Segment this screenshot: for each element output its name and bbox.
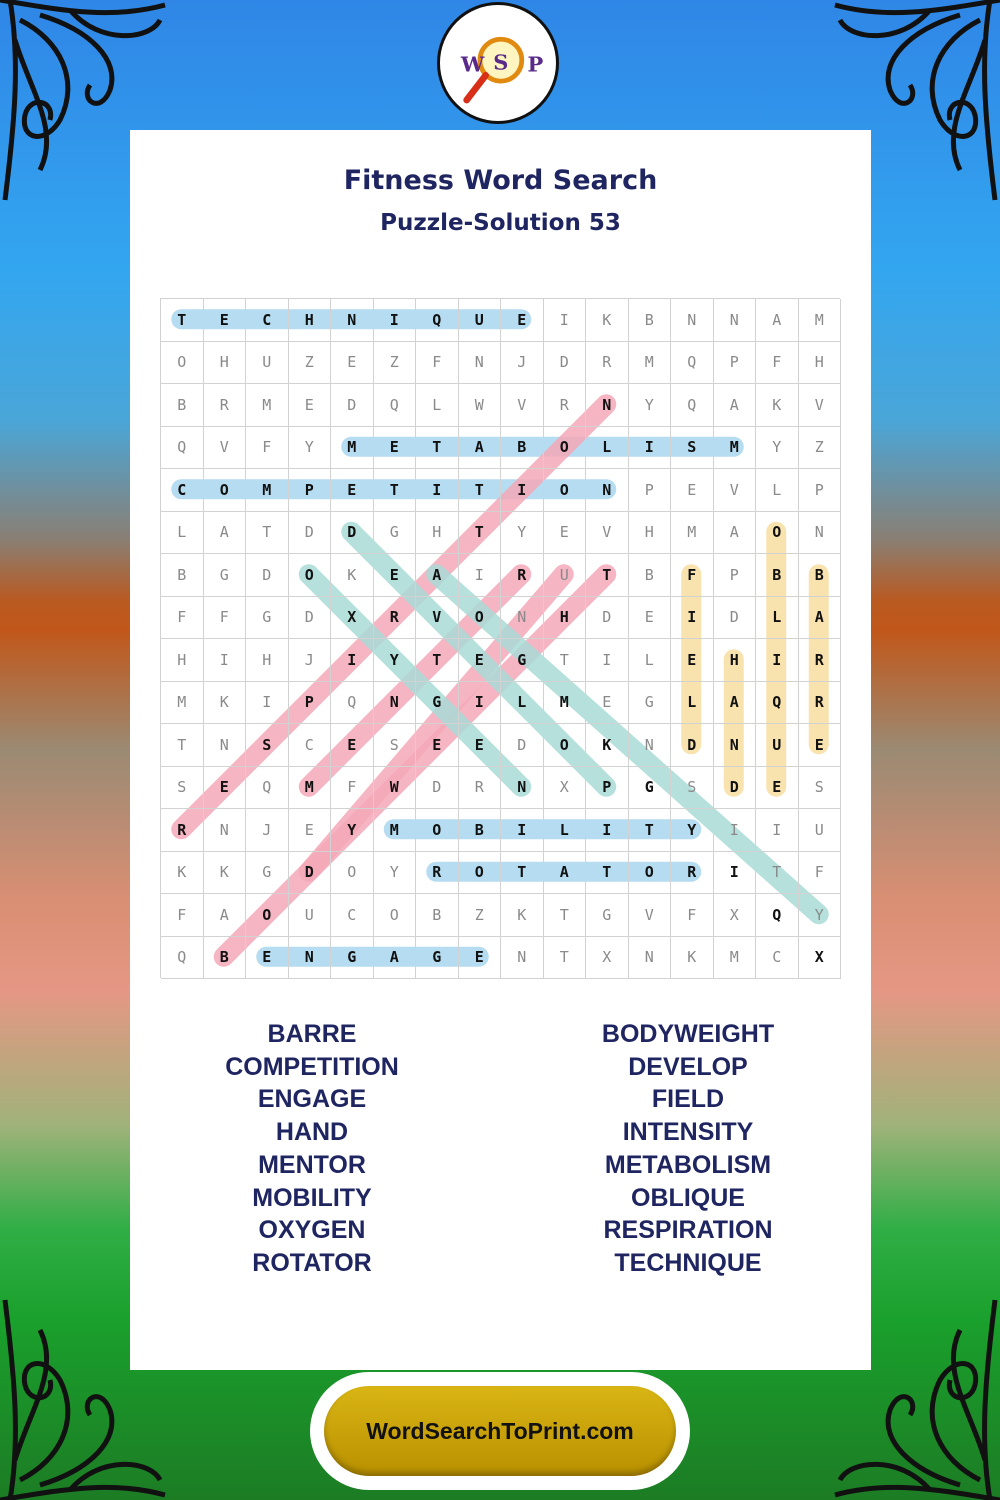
grid-cell: L	[586, 427, 629, 470]
grid-cell: C	[331, 894, 374, 937]
grid-cell: K	[586, 299, 629, 342]
grid-cell: N	[586, 384, 629, 427]
word-list-item: OBLIQUE	[631, 1183, 745, 1212]
grid-cell: U	[799, 809, 842, 852]
grid-cell: S	[671, 767, 714, 810]
grid-cell: P	[799, 469, 842, 512]
grid-cell: B	[161, 554, 204, 597]
grid-cell: I	[629, 427, 672, 470]
grid-cell: T	[756, 852, 799, 895]
grid-cell: N	[331, 299, 374, 342]
grid-cell: E	[331, 724, 374, 767]
logo-letter-w: W	[460, 51, 485, 77]
grid-cell: D	[289, 852, 332, 895]
grid-cell: N	[671, 299, 714, 342]
grid-cell: T	[416, 427, 459, 470]
grid-cell: R	[161, 809, 204, 852]
grid-cell: G	[204, 554, 247, 597]
grid-cell: V	[204, 427, 247, 470]
grid-cell: Y	[289, 427, 332, 470]
grid-cell: O	[204, 469, 247, 512]
grid-cell: O	[331, 852, 374, 895]
grid-cell: T	[459, 469, 502, 512]
grid-cell: G	[246, 597, 289, 640]
grid-cell: B	[204, 937, 247, 980]
grid-cell: L	[544, 809, 587, 852]
grid-cell: D	[289, 512, 332, 555]
grid-cell: Z	[459, 894, 502, 937]
grid-cell: X	[799, 937, 842, 980]
grid-cell: C	[756, 937, 799, 980]
grid-cell: A	[204, 894, 247, 937]
grid-cell: O	[459, 852, 502, 895]
grid-cell: M	[331, 427, 374, 470]
grid-cell: A	[799, 597, 842, 640]
grid-cell: L	[756, 597, 799, 640]
grid-cell: I	[246, 682, 289, 725]
grid-cell: L	[629, 639, 672, 682]
grid-cell: E	[459, 724, 502, 767]
grid-cell: K	[161, 852, 204, 895]
grid-cell: E	[204, 299, 247, 342]
grid-cell: P	[289, 469, 332, 512]
grid-cell: K	[671, 937, 714, 980]
grid-cell: Q	[756, 894, 799, 937]
grid-cell: Q	[161, 937, 204, 980]
grid-cell: E	[374, 427, 417, 470]
grid-cell: T	[416, 639, 459, 682]
grid-cell: R	[374, 597, 417, 640]
grid-cell: L	[671, 682, 714, 725]
grid-cell: H	[629, 512, 672, 555]
grid-cell: E	[459, 639, 502, 682]
grid-cell: F	[756, 342, 799, 385]
word-list-right	[538, 1018, 838, 1280]
grid-cell: O	[416, 809, 459, 852]
grid-cell: E	[671, 469, 714, 512]
grid-cell: T	[586, 554, 629, 597]
grid-cell: U	[544, 554, 587, 597]
page-title: Fitness Word Search	[343, 165, 658, 196]
grid-cell: O	[629, 852, 672, 895]
grid-cell: H	[204, 342, 247, 385]
grid-cell: A	[714, 682, 757, 725]
grid-cell: K	[204, 852, 247, 895]
grid-cell: L	[416, 384, 459, 427]
word-grid	[160, 298, 840, 978]
grid-cell: N	[501, 597, 544, 640]
grid-cell: R	[416, 852, 459, 895]
grid-cell: M	[671, 512, 714, 555]
grid-cell: J	[289, 639, 332, 682]
grid-cell: E	[416, 724, 459, 767]
grid-cell: B	[501, 427, 544, 470]
grid-cell: O	[246, 894, 289, 937]
grid-cell: K	[756, 384, 799, 427]
grid-cell: T	[161, 299, 204, 342]
grid-cell: I	[586, 639, 629, 682]
grid-cell: K	[331, 554, 374, 597]
grid-cell: Q	[671, 384, 714, 427]
grid-cell: I	[331, 639, 374, 682]
grid-cell: A	[459, 427, 502, 470]
grid-cell: I	[416, 469, 459, 512]
grid-cell: R	[544, 384, 587, 427]
grid-cell: M	[246, 469, 289, 512]
grid-cell: B	[629, 554, 672, 597]
grid-cell: N	[714, 299, 757, 342]
grid-cell: O	[374, 894, 417, 937]
grid-cell: M	[629, 342, 672, 385]
grid-cell: U	[289, 894, 332, 937]
grid-cell: M	[289, 767, 332, 810]
grid-cell: F	[161, 597, 204, 640]
word-list-item: MOBILITY	[252, 1183, 372, 1212]
grid-cell: R	[501, 554, 544, 597]
grid-cell: Y	[501, 512, 544, 555]
grid-cell: A	[204, 512, 247, 555]
grid-cell: D	[501, 724, 544, 767]
grid-cell: I	[204, 639, 247, 682]
grid-cell: S	[246, 724, 289, 767]
grid-cell: V	[714, 469, 757, 512]
grid-cell: M	[544, 682, 587, 725]
grid-cell: H	[416, 512, 459, 555]
grid-cell: I	[756, 639, 799, 682]
grid-cell: H	[161, 639, 204, 682]
grid-cell: J	[501, 342, 544, 385]
grid-cell: J	[246, 809, 289, 852]
grid-cell: Q	[756, 682, 799, 725]
grid-cell: I	[501, 809, 544, 852]
grid-cell: X	[544, 767, 587, 810]
grid-cell: W	[459, 384, 502, 427]
grid-cell: E	[289, 809, 332, 852]
grid-cell: Q	[416, 299, 459, 342]
grid-cell: O	[544, 469, 587, 512]
grid-cell: N	[204, 724, 247, 767]
grid-cell: P	[629, 469, 672, 512]
word-list-item: COMPETITION	[225, 1052, 399, 1081]
grid-cell: G	[331, 937, 374, 980]
word-list-item: FIELD	[651, 1085, 725, 1114]
grid-cell: Y	[629, 384, 672, 427]
word-list-left	[162, 1018, 462, 1280]
word-list-item: TECHNIQUE	[614, 1248, 762, 1277]
grid-cell: K	[204, 682, 247, 725]
word-list-item: ENGAGE	[257, 1085, 367, 1114]
grid-cell: F	[799, 852, 842, 895]
grid-cell: I	[714, 809, 757, 852]
grid-cell: N	[289, 937, 332, 980]
grid-cell: I	[586, 809, 629, 852]
grid-cell: E	[586, 682, 629, 725]
grid-cell: H	[799, 342, 842, 385]
grid-cell: G	[416, 937, 459, 980]
grid-cell: D	[246, 554, 289, 597]
grid-cell: O	[161, 342, 204, 385]
grid-cell: K	[501, 894, 544, 937]
grid-cell: N	[374, 682, 417, 725]
site-link[interactable]: WordSearchToPrint.com	[324, 1386, 676, 1476]
grid-cell: P	[289, 682, 332, 725]
grid-cell: T	[501, 852, 544, 895]
footer-banner	[310, 1372, 690, 1490]
grid-cell: N	[204, 809, 247, 852]
grid-cell: I	[501, 469, 544, 512]
grid-cell: I	[756, 809, 799, 852]
grid-cell: E	[459, 937, 502, 980]
grid-cell: G	[374, 512, 417, 555]
grid-cell: A	[374, 937, 417, 980]
grid-cell: O	[544, 724, 587, 767]
grid-cell: Y	[331, 809, 374, 852]
grid-cell: M	[161, 682, 204, 725]
grid-cell: X	[586, 937, 629, 980]
grid-cell: B	[756, 554, 799, 597]
grid-cell: E	[331, 469, 374, 512]
grid-cell: E	[756, 767, 799, 810]
grid-cell: E	[671, 639, 714, 682]
grid-cell: Y	[671, 809, 714, 852]
grid-cell: F	[416, 342, 459, 385]
logo-letter-s: S	[493, 49, 509, 75]
grid-cell: U	[459, 299, 502, 342]
word-list-item: RESPIRATION	[603, 1216, 773, 1245]
grid-cell: Q	[246, 767, 289, 810]
grid-cell: R	[799, 682, 842, 725]
grid-cell: I	[459, 554, 502, 597]
grid-cell: P	[714, 554, 757, 597]
grid-cell: I	[544, 299, 587, 342]
grid-cell: V	[799, 384, 842, 427]
grid-cell: Q	[374, 384, 417, 427]
grid-cell: D	[416, 767, 459, 810]
grid-cell: A	[756, 299, 799, 342]
grid-cell: G	[501, 639, 544, 682]
grid-cell: N	[629, 724, 672, 767]
grid-cell: M	[374, 809, 417, 852]
grid-cell: N	[586, 469, 629, 512]
grid-cell: T	[459, 512, 502, 555]
grid-cell: N	[799, 512, 842, 555]
grid-cell: E	[501, 299, 544, 342]
grid-cell: D	[331, 512, 374, 555]
grid-cell: X	[714, 894, 757, 937]
grid-cell: S	[161, 767, 204, 810]
grid-cell: F	[331, 767, 374, 810]
word-list-item: ROTATOR	[252, 1248, 372, 1277]
grid-cell: E	[629, 597, 672, 640]
grid-cell: O	[756, 512, 799, 555]
grid-cell: B	[459, 809, 502, 852]
grid-cell: N	[501, 767, 544, 810]
grid-cell: V	[586, 512, 629, 555]
grid-cell: R	[671, 852, 714, 895]
grid-cell: T	[586, 852, 629, 895]
grid-cell: E	[544, 512, 587, 555]
grid-cell: S	[799, 767, 842, 810]
grid-cell: D	[671, 724, 714, 767]
grid-cell: E	[331, 342, 374, 385]
grid-cell: B	[416, 894, 459, 937]
grid-cell: N	[629, 937, 672, 980]
grid-cell: E	[799, 724, 842, 767]
wsp-logo	[437, 2, 559, 124]
grid-cell: D	[289, 597, 332, 640]
grid-cell: H	[714, 639, 757, 682]
grid-cell: V	[416, 597, 459, 640]
grid-cell: V	[629, 894, 672, 937]
grid-cell: Q	[331, 682, 374, 725]
grid-cell: A	[416, 554, 459, 597]
word-list-item: METABOLISM	[604, 1150, 772, 1179]
grid-cell: I	[714, 852, 757, 895]
grid-cell: L	[756, 469, 799, 512]
grid-cell: G	[629, 767, 672, 810]
grid-cell: E	[246, 937, 289, 980]
grid-cell: W	[374, 767, 417, 810]
grid-cell: U	[246, 342, 289, 385]
grid-cell: Y	[756, 427, 799, 470]
grid-cell: T	[161, 724, 204, 767]
grid-cell: L	[501, 682, 544, 725]
word-list-item: BARRE	[267, 1020, 357, 1048]
grid-cell: O	[544, 427, 587, 470]
grid-cell: Y	[799, 894, 842, 937]
grid-cell: G	[629, 682, 672, 725]
puzzle-sheet	[130, 130, 871, 1370]
grid-cell: G	[586, 894, 629, 937]
grid-cell: A	[544, 852, 587, 895]
grid-cell: I	[671, 597, 714, 640]
grid-cell: H	[289, 299, 332, 342]
grid-cell: F	[671, 554, 714, 597]
grid-cell: R	[459, 767, 502, 810]
grid-cell: N	[501, 937, 544, 980]
grid-cell: F	[161, 894, 204, 937]
grid-cell: T	[629, 809, 672, 852]
grid-cell: Z	[799, 427, 842, 470]
word-list-item: HAND	[275, 1118, 349, 1147]
grid-cell: M	[246, 384, 289, 427]
grid-cell: F	[246, 427, 289, 470]
grid-cell: Y	[374, 639, 417, 682]
grid-cell: B	[799, 554, 842, 597]
grid-cell: S	[374, 724, 417, 767]
grid-cell: D	[331, 384, 374, 427]
grid-cell: F	[671, 894, 714, 937]
grid-cell: I	[459, 682, 502, 725]
grid-cell: B	[629, 299, 672, 342]
grid-cell: G	[416, 682, 459, 725]
grid-cell: T	[544, 894, 587, 937]
grid-cell: X	[331, 597, 374, 640]
grid-cell: D	[544, 342, 587, 385]
grid-cell: H	[246, 639, 289, 682]
word-list-item: MENTOR	[258, 1150, 366, 1179]
grid-cell: T	[374, 469, 417, 512]
grid-cell: R	[204, 384, 247, 427]
word-list-item: OXYGEN	[258, 1216, 366, 1245]
grid-cell: N	[714, 724, 757, 767]
grid-cell: N	[459, 342, 502, 385]
grid-cell: Z	[374, 342, 417, 385]
grid-cell: T	[544, 937, 587, 980]
grid-cell: D	[714, 767, 757, 810]
grid-cell: S	[671, 427, 714, 470]
grid-cell: B	[161, 384, 204, 427]
grid-cell: L	[161, 512, 204, 555]
grid-cell: D	[586, 597, 629, 640]
grid-cell: A	[714, 512, 757, 555]
grid-cell: Q	[671, 342, 714, 385]
grid-cell: K	[586, 724, 629, 767]
grid-cell: P	[714, 342, 757, 385]
grid-cell: F	[204, 597, 247, 640]
grid-cell: O	[289, 554, 332, 597]
grid-cell: R	[799, 639, 842, 682]
grid-cell: I	[374, 299, 417, 342]
grid-cell: T	[246, 512, 289, 555]
grid-cell: M	[799, 299, 842, 342]
grid-cell: G	[246, 852, 289, 895]
grid-cell: E	[374, 554, 417, 597]
logo-letter-p: P	[527, 51, 544, 77]
word-list-item: DEVELOP	[628, 1052, 748, 1081]
grid-cell: C	[246, 299, 289, 342]
page-subtitle: Puzzle-Solution 53	[380, 210, 621, 236]
grid-cell: U	[756, 724, 799, 767]
grid-cell: O	[459, 597, 502, 640]
word-list-item: BODYWEIGHT	[601, 1020, 775, 1048]
grid-cell: Y	[374, 852, 417, 895]
grid-cell: A	[714, 384, 757, 427]
grid-cell: Q	[161, 427, 204, 470]
grid-cell: E	[289, 384, 332, 427]
grid-cell: V	[501, 384, 544, 427]
grid-cell: D	[714, 597, 757, 640]
grid-cell: E	[204, 767, 247, 810]
grid-cell: C	[161, 469, 204, 512]
grid-cell: T	[544, 639, 587, 682]
word-list-item: INTENSITY	[622, 1118, 754, 1147]
grid-cell: R	[586, 342, 629, 385]
grid-cell: M	[714, 427, 757, 470]
grid-cell: C	[289, 724, 332, 767]
grid-cell: H	[544, 597, 587, 640]
grid-cell: Z	[289, 342, 332, 385]
grid-cell: P	[586, 767, 629, 810]
grid-cell: M	[714, 937, 757, 980]
